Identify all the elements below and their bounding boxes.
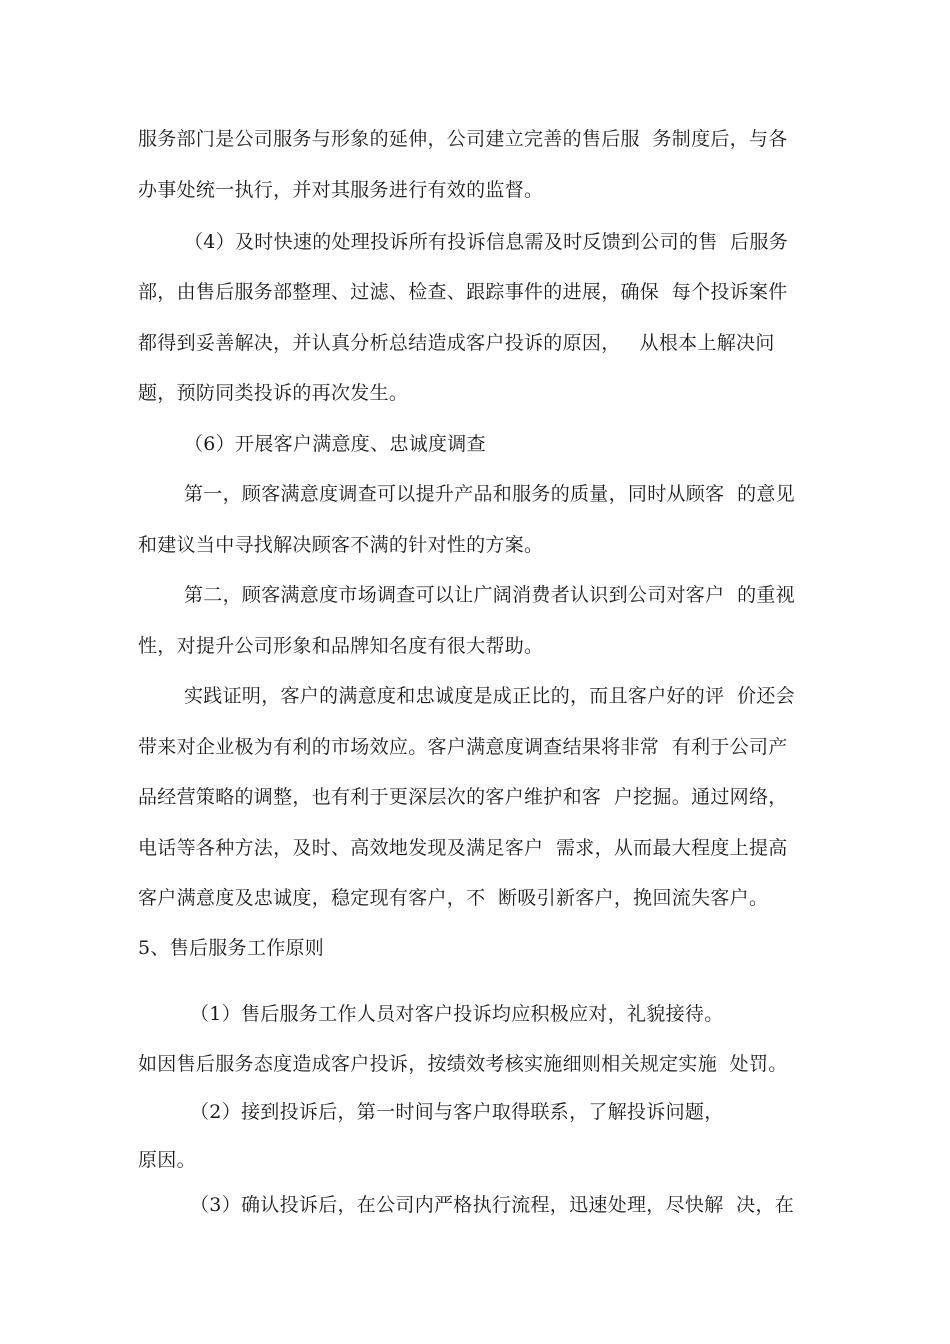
text-line: （2）接到投诉后，第一时间与客户取得联系，了解投诉问题，: [190, 1101, 724, 1123]
text-line: 服务部门是公司服务与形象的延伸，公司建立完善的售后服 务制度后，与各: [138, 128, 788, 150]
text-line: 性，对提升公司形象和品牌知名度有很大帮助。: [138, 635, 544, 657]
section-heading: （6）开展客户满意度、忠诚度调查: [184, 433, 486, 455]
text-line: 部，由售后服务部整理、过滤、检查、跟踪事件的进展，确保 每个投诉案件: [138, 281, 788, 303]
text-line: （1）售后服务工作人员对客户投诉均应积极应对，礼貌接待。: [190, 1003, 724, 1025]
text-line: 第一，顾客满意度调查可以提升产品和服务的质量，同时从顾客 的意见: [184, 483, 795, 505]
text-line: （3）确认投诉后，在公司内严格执行流程，迅速处理，尽快解 决，在: [190, 1194, 795, 1216]
text-line: 和建议当中寻找解决顾客不满的针对性的方案。: [138, 534, 544, 556]
text-line: （4）及时快速的处理投诉所有投诉信息需及时反馈到公司的售 后服务: [184, 231, 789, 253]
text-line: 办事处统一执行，并对其服务进行有效的监督。: [138, 179, 544, 201]
text-line: 原因。: [138, 1149, 196, 1171]
text-line: 带来对企业极为有利的市场效应。客户满意度调查结果将非常 有利于公司产: [138, 736, 788, 758]
text-line: 如因售后服务态度造成客户投诉，按绩效考核实施细则相关规定实施 处罚。: [138, 1053, 788, 1075]
text-line: 题，预防同类投诉的再次发生。: [138, 382, 409, 404]
text-line: 电话等各种方法，及时、高效地发现及满足客户 需求，从而最大程度上提高: [138, 837, 788, 859]
text-line: 都得到妥善解决，并认真分析总结造成客户投诉的原因， 从根本上解决问: [138, 332, 775, 354]
text-line: 实践证明，客户的满意度和忠诚度是成正比的，而且客户好的评 价还会: [184, 685, 795, 707]
text-line: 客户满意度及忠诚度，稳定现有客户，不 断吸引新客户，挽回流失客户。: [138, 887, 769, 909]
text-line: 第二，顾客满意度市场调查可以让广阔消费者认识到公司对客户 的重视: [184, 584, 795, 606]
text-line: 品经营策略的调整，也有利于更深层次的客户维护和客 户挖掘。通过网络，: [138, 786, 788, 808]
section-heading: 5、售后服务工作原则: [138, 937, 325, 959]
